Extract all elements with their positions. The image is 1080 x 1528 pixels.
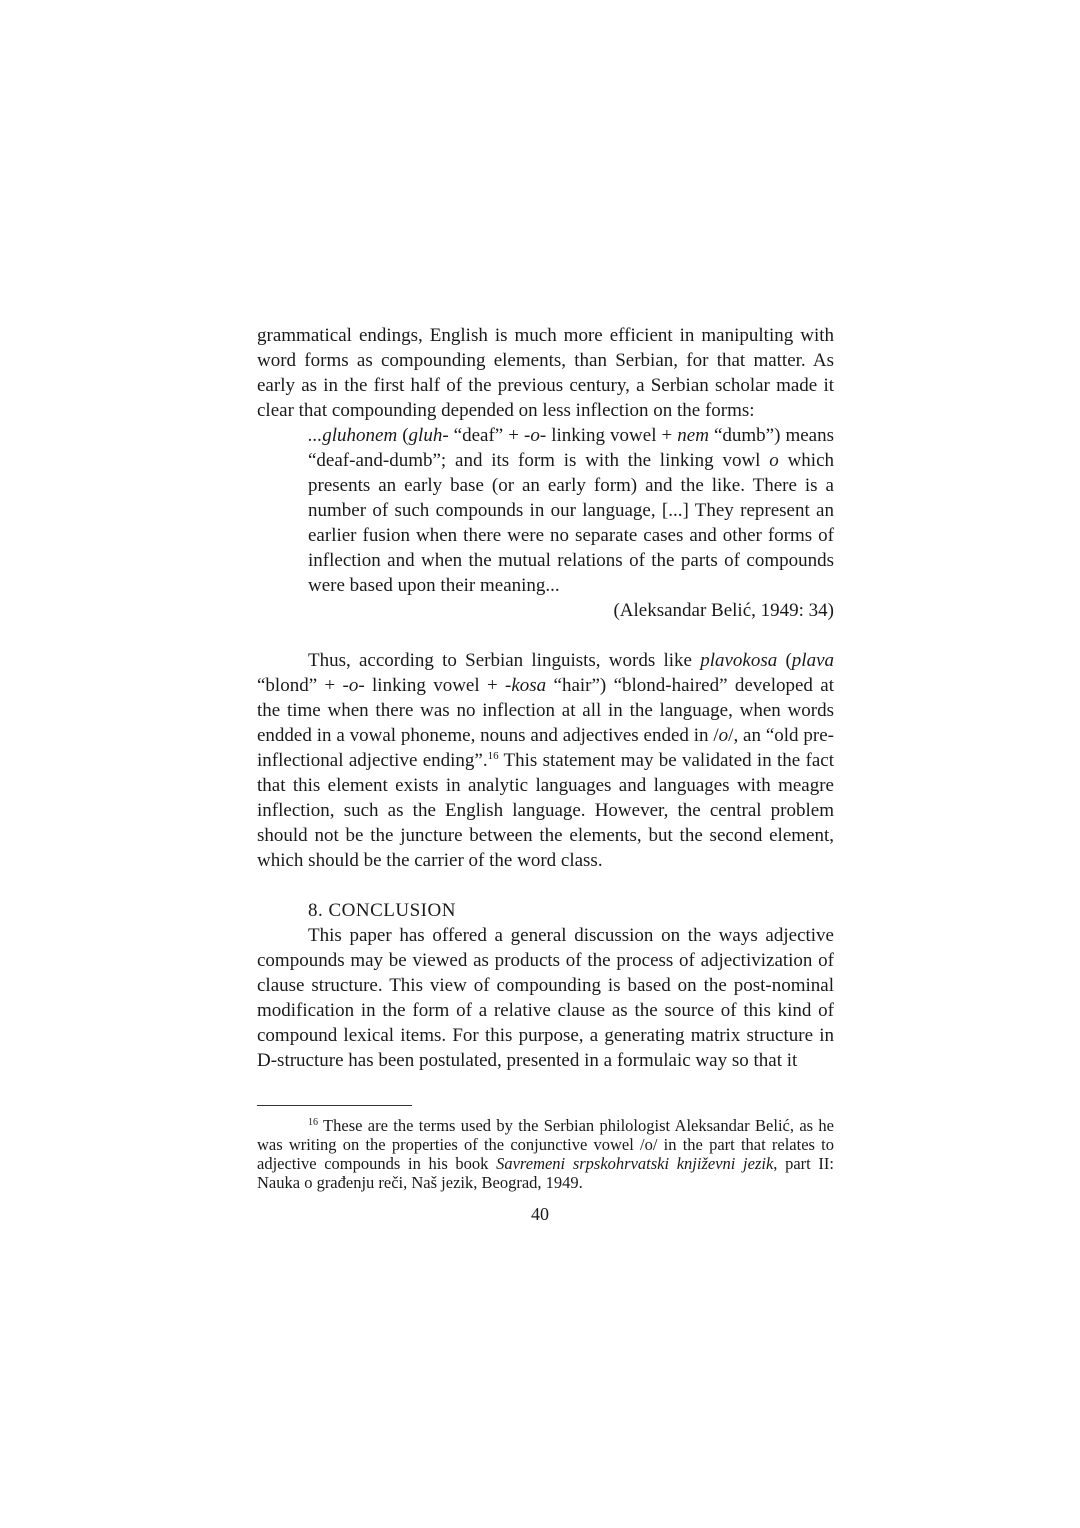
paragraph-1: grammatical endings, English is much more efficient in manipulting with word forms as compounding elements, than Serbian, for that matter. As early as in the first half of the previous century, a Serbian scholar made it clear that compounding depended on less inflection on the forms: [257,325,834,421]
spacer [257,873,834,898]
footnote-divider [257,1105,412,1106]
quote-term: ...gluhonem [308,425,398,446]
page-body [257,323,834,1192]
footnote-number: 16 [308,1117,318,1128]
spacer [257,623,834,648]
paragraph-3: This paper has offered a general discussion on the ways adjective compounds may be viewed as products of the process of adjectivization of clause structure. This view of compounding is based on the post-nominal modification in the form of a relative clause as the source of this kind of compound lexical items. For this purpose, a generating matrix structure in D-structure has been postulated, presented in a formulaic way so that it [257,925,834,1071]
footnote: $^{16}$ These are the terms used by the Serbian philologist Aleksandar Belić, as he was writing on the properties of the conjunctive vowel /o/ in the part that relates to adjective compounds in his book Savremeni srpskohrvatski književni jezik, part II: Nauka o građenju reči, Naš jezik, Beograd, 1949. [257,1116,835,1192]
paragraph-2: Thus, according to Serbian linguists, words like plavokosa (plava “blond” + -o- linking vowel + -kosa “hair”) “blond-haired” developed at the time when there was no inflection at all in the language, when words endded in a vowal phoneme, nouns and adjectives ended in /o/, an “old pre-inflectional adjective ending”.$^{16}$ This statement may be validated in the fact that this element exists in analytic languages and languages with meagre inflection, such as the English language. However, the central problem should not be the juncture between the elements, but the second element, which should be the carrier of the word class. [257,650,835,871]
page-number: 40 [531,1204,549,1224]
block-quote: ...gluhonem (gluh- “deaf” + -o- linking vowel + nem “dumb”) means “deaf-and-dumb”; and its form is with the linking vowl o which presents an early base (or an early form) and the like. There is a number of such compounds in our language, [...] They represent an earlier fusion when there were no separate cases and other forms of inflection and when the mutual relations of the parts of compounds were based upon their meaning... [308,425,835,596]
quote-citation: (Aleksandar Belić, 1949: 34) [613,600,834,621]
footnote-ref[interactable]: 16 [487,750,499,762]
section-heading: 8. CONCLUSION [308,900,456,921]
